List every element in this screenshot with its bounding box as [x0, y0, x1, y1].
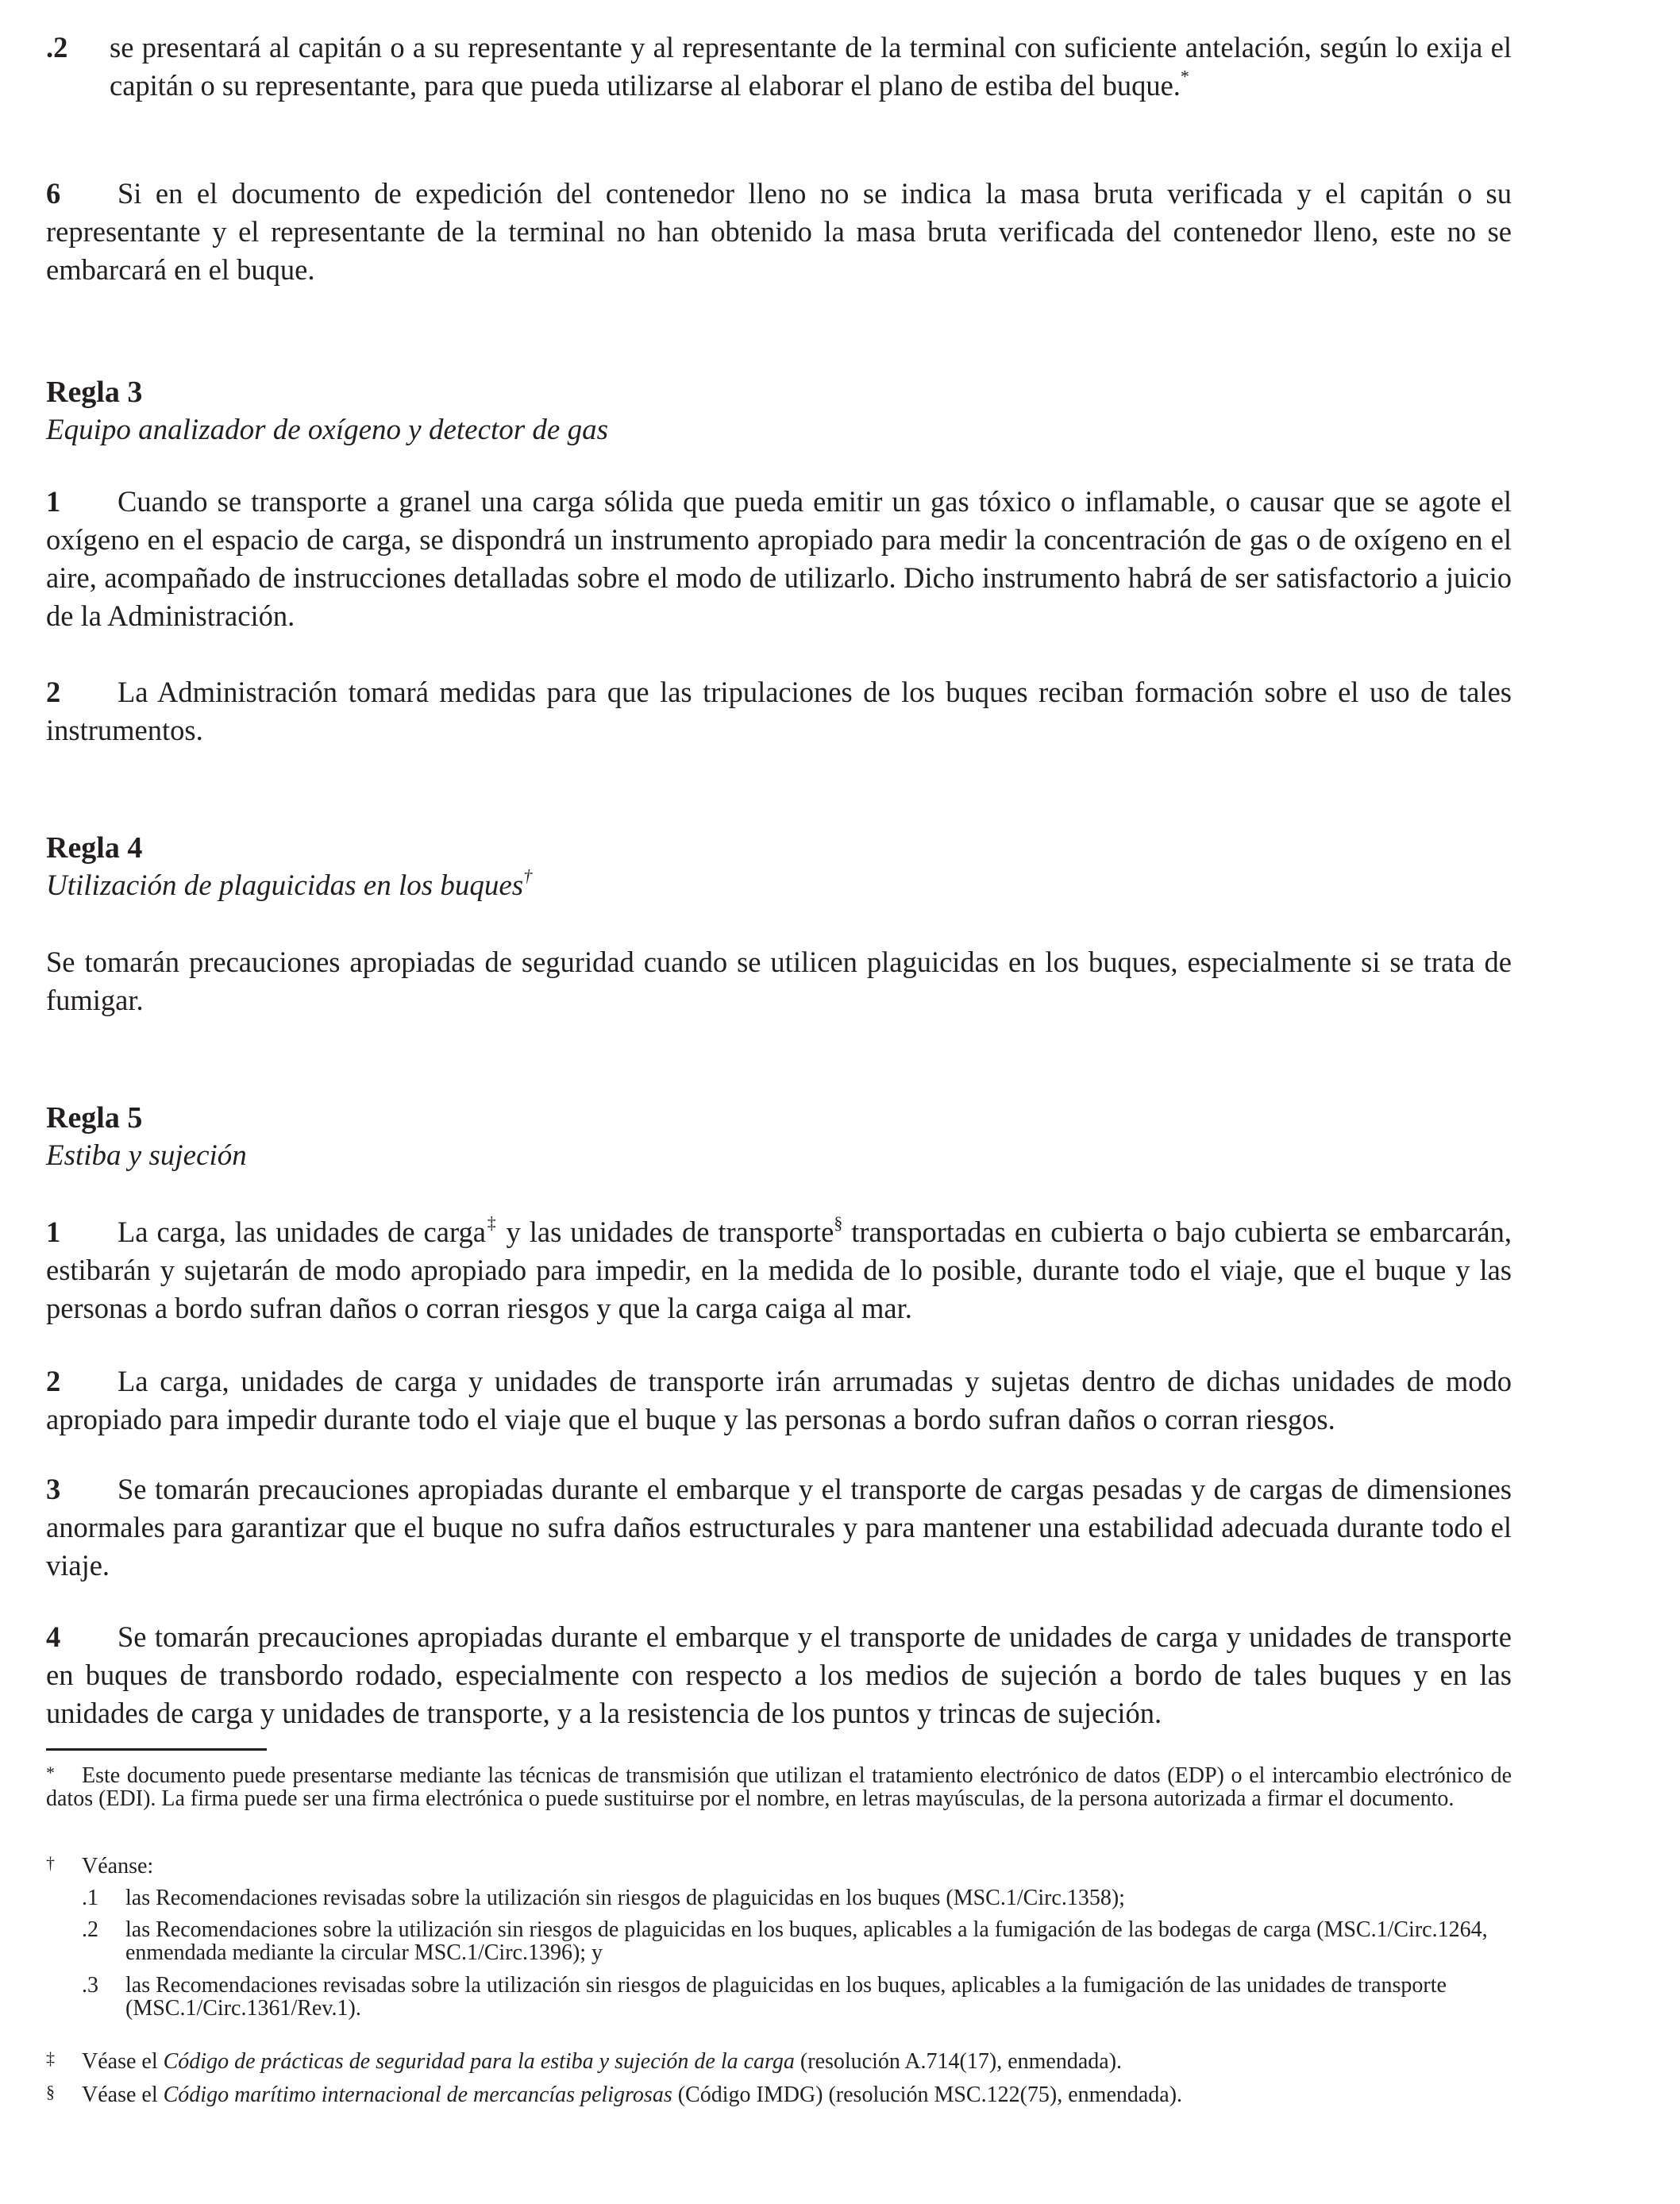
- footnote-text: [46, 2050, 1512, 2073]
- footnote-suffix: (resolución A.714(17), enmendada).: [794, 2049, 1123, 2074]
- paragraph-number: 6: [46, 177, 61, 210]
- paragraph-text: Se tomarán precauciones apropiadas durante el embarque y el transporte de unidades de carga y unidades de transporte en buques de transbordo rodado, especialmente con respecto a los medios de sujeción a bordo de tales buques y en las unidades de carga y unidades de transporte, y a la resistencia de los puntos y trincas de sujeción.: [46, 1620, 1512, 1729]
- footnote-dagger-item-1: [82, 1886, 1512, 1909]
- footnote-section: [46, 2083, 1512, 2106]
- footnote-text: Este documento puede presentarse mediante las técnicas de transmisión que utilizan el tratamiento electrónico de datos (EDP) o el intercambio electrónico de datos (EDI). La firma puede ser una firma electrónica o puede sustituirse por el nombre, en letras mayúsculas, de la persona autorizada a firmar el documento.: [46, 1763, 1512, 1811]
- footnote-separator: [46, 1748, 267, 1751]
- regla-4-paragraph: [46, 943, 1512, 1019]
- regla-4-title: Regla 4: [46, 831, 143, 865]
- paragraph-number: 4: [46, 1620, 61, 1653]
- item-text: las Recomendaciones revisadas sobre la utilización sin riesgos de plaguicidas en los buques, aplicables a la fumigación de las unidades de transporte (MSC.1/Circ.1361/Rev.1).: [125, 1973, 1447, 2021]
- item-text: las Recomendaciones revisadas sobre la utilización sin riesgos de plaguicidas en los buques (MSC.1/Circ.1358);: [125, 1886, 1125, 1910]
- paragraph-text: Se tomarán precauciones apropiadas de seguridad cuando se utilicen plaguicidas en los buques, especialmente si se trata de fumigar.: [46, 946, 1512, 1016]
- footnote-mark: §: [46, 2082, 55, 2102]
- paragraph-text-a: La carga, las unidades de carga: [118, 1216, 486, 1248]
- footnote-mark: ‡: [46, 2048, 55, 2068]
- paragraph-text-b: y las unidades de transporte: [497, 1216, 834, 1248]
- regla-3-subtitle: Equipo analizador de oxígeno y detector de gas: [46, 414, 609, 446]
- footnote-ref-dagger[interactable]: †: [523, 865, 533, 886]
- item-text: las Recomendaciones sobre la utilización sin riesgos de plaguicidas en los buques, aplicables a la fumigación de las bodegas de carga (MSC.1/Circ.1264, enmendada mediante la circular MSC.1/Circ.1396); y: [125, 1917, 1488, 1965]
- subitem-2: [46, 29, 1512, 105]
- paragraph-number: 2: [46, 1365, 61, 1397]
- footnote-dagger: [46, 1855, 1512, 1878]
- regla-5-paragraph-2: [46, 1362, 1512, 1439]
- footnote-double-dagger: [46, 2050, 1512, 2073]
- footnote-mark: *: [46, 1763, 55, 1782]
- paragraph-text: Si en el documento de expedición del contenedor lleno no se indica la masa bruta verificada y el capitán o su representante y el representante de la terminal no han obtenido la masa bruta verificada del contenedor lleno, este no se embarcará en el buque.: [46, 177, 1512, 286]
- subitem-number: .2: [46, 31, 68, 64]
- regla-5-paragraph-4: [46, 1618, 1512, 1732]
- regla-3-paragraph-1: [46, 483, 1512, 635]
- subitem-text: se presentará al capitán o a su representante y al representante de la terminal con suficiente antelación, según lo exija el capitán o su representante, para que pueda utilizarse al elaborar el plano de estiba del buque.: [110, 31, 1512, 102]
- footnote-prefix: Véase el: [82, 2083, 164, 2107]
- paragraph-text: La Administración tomará medidas para que las tripulaciones de los buques reciban formación sobre el uso de tales instrumentos.: [46, 676, 1512, 746]
- regla-3-paragraph-2: [46, 673, 1512, 749]
- footnote-ref-asterisk[interactable]: *: [1180, 66, 1189, 87]
- footnote-ref-section[interactable]: §: [834, 1212, 843, 1233]
- regla-4-subtitle-text: Utilización de plaguicidas en los buques: [46, 869, 524, 902]
- paragraph-number: 3: [46, 1473, 61, 1505]
- paragraph-text: La carga, unidades de carga y unidades de transporte irán arrumadas y sujetas dentro de dichas unidades de modo apropiado para impedir durante todo el viaje que el buque y las personas a bordo sufran daños o corran riesgos.: [46, 1365, 1512, 1435]
- footnote-mark: †: [46, 1853, 55, 1873]
- paragraph-text: Se tomarán precauciones apropiadas durante el embarque y el transporte de cargas pesadas y de cargas de dimensiones anormales para garantizar que el buque no sufra daños estructurales y para mantener una estabilidad adecuada durante todo el viaje.: [46, 1473, 1512, 1582]
- regla-5-title: Regla 5: [46, 1101, 143, 1135]
- footnote-ref-double-dagger[interactable]: ‡: [485, 1212, 498, 1233]
- regla-5-subtitle: Estiba y sujeción: [46, 1139, 247, 1172]
- footnote-italic-title: Código marítimo internacional de mercancías peligrosas: [163, 2083, 672, 2107]
- regla-5-paragraph-3: [46, 1470, 1512, 1585]
- footnote-italic-title: Código de prácticas de seguridad para la estiba y sujeción de la carga: [163, 2049, 795, 2074]
- footnote-dagger-item-3: [82, 1974, 1512, 2020]
- footnote-text: [46, 2083, 1512, 2106]
- footnote-suffix: (Código IMDG) (resolución MSC.122(75), enmendada).: [672, 2083, 1183, 2107]
- regla-4-subtitle: [46, 867, 532, 905]
- footnote-prefix: Véase el: [82, 2049, 164, 2074]
- paragraph-text-c: transportadas en cubierta o bajo cubierta se embarcarán, estibarán y sujetarán de modo apropiado para impedir, en la medida de lo posible, durante todo el viaje, que el buque y las personas a bordo sufran daños o corran riesgos y que la carga caiga al mar.: [46, 1216, 1512, 1324]
- regla-5-paragraph-1: [46, 1213, 1512, 1327]
- item-number: .1: [82, 1886, 98, 1910]
- paragraph-number: 1: [46, 1216, 61, 1248]
- paragraph-text: Cuando se transporte a granel una carga sólida que pueda emitir un gas tóxico o inflamable, o causar que se agote el oxígeno en el espacio de carga, se dispondrá un instrumento apropiado para medir la concentración de gas o de oxígeno en el aire, acompañado de instrucciones detalladas sobre el modo de utilizarlo. Dicho instrumento habrá de ser satisfactorio a juicio de la Administración.: [46, 485, 1512, 632]
- footnote-text: Véanse:: [82, 1854, 154, 1878]
- paragraph-number: 1: [46, 485, 61, 518]
- footnote-dagger-item-2: [82, 1918, 1512, 1964]
- item-number: .3: [82, 1973, 98, 1998]
- paragraph-number: 2: [46, 676, 61, 708]
- paragraph-6: [46, 175, 1512, 289]
- item-number: .2: [82, 1917, 98, 1942]
- footnote-asterisk: [46, 1764, 1512, 1810]
- regla-3-title: Regla 3: [46, 376, 143, 409]
